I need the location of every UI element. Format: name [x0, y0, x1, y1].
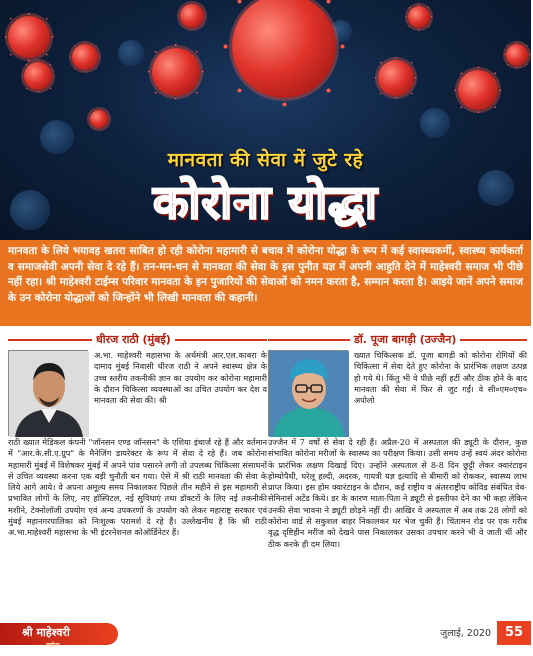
virus-icon: [408, 6, 430, 28]
portrait-image: [9, 351, 89, 437]
cell-icon: [118, 40, 144, 66]
virus-icon: [458, 70, 498, 110]
person-name: डॉ. पूजा बागड़ी (उज्जैन): [350, 332, 460, 347]
page-footer: [0, 619, 531, 649]
article-lead: अ.भा. माहेश्वरी महासभा के अर्थमंत्री आर.एल.काबरा के दामाद मुंबई निवासी धीरज राठी ने अपने स्वास्थ्य क्षेत्र के उच्च स्तरीय तकनीकी ज्ञान का उपयोग कर कोरोना महामारी के दौरान चिकित्सा व्यवस्थाओं का उचित उपयोग कर देश व मानवता की सेवा की। श्री: [94, 350, 267, 406]
person-photo: [268, 350, 348, 436]
virus-icon: [8, 16, 50, 58]
virus-icon: [180, 4, 204, 28]
article-body: उज्जैन में 7 वर्षों से सेवा दे रही हैं। अप्रैल-20 में अस्पताल की ड्यूटी के दौरान, कुछ संभावित कोरोना मरीजों के स्वास्थ्य का परीक्षण किया। उसी समय उन्हें स्वयं अंदर कोरोना के प्रारंभिक लक्षण दिखाई दिए। उन्होंने अस्पताल से 8-8 दिन छुट्टी लेकर क्वारंटाइन होम्योपैथी, घरेलू हल्दी, अदरक, गायत्री यज्ञ इत्यादि से बीमारी को रोककर, स्वास्थ्य लाभ प्राप्त किया। इस होम क्वारंटाइन के दौरान, कई राष्ट्रीय व अंतरराष्ट्रीय कोविड संबंधित वेब-सेमिनार्स अटेंड किये। डर के कारण माता-पिता ने ड्यूटी से इस्तीफा देने का भी कहा लेकिन उनकी सेवा भावना ने ड्यूटी छोड़ने नहीं दी। आखिर वे अस्पताल में अब तक 28 लोगों को कोरोना वार्ड से सकुशल बाहर निकालकर घर भेज चुकी हैं। चिंतामन रोड पर एक गरीब वृद्ध दृष्टिहीन मरीज को देखने पास निकालकर उसका उपचार करने भी वे जाती थीं और ठीक करके ही दम लिया।: [268, 437, 527, 549]
virus-icon: [90, 110, 108, 128]
brand-subtitle: टाईम्स: [46, 642, 60, 649]
cell-icon: [420, 108, 450, 138]
article-body: राठी ख्यात मेडिकल कंपनी "जॉनसन एण्ड जॉनसन" के एशिया इंचार्ज रहे हैं और वर्तमान में "आर.के.सी.ए.ग्रुप" के मैनेजिंग डायरेक्टर के रूप में सेवा दे रहे हैं। जब कोरोना महामारी मुंबई में विशेषकर मुंबई में अपने पांव पसारने लगी तो उपलब्ध चिकित्सा संसाधनों से उचित व्यवस्था करना एक बड़ी चुनौती बन गया। ऐसे में श्री राठी मानवता की सेवा के लिये आगे आये। वे अपना अमूल्य समय निकालकर पिछले तीन महीने से इस महामारी से प्रभावित लोगों के लिए, नए हॉस्पिटल, नई सुविधाएं तथा डॉक्टरों के लिए नई तकनीकी मशीने, टेक्नोलॉजी उपयोग एवं अन्य उपकरणों के उपयोग को लेकर महाराष्ट्र सरकार एवं मुंबई महानगरपालिका को निःशुल्क परामर्श दे रहे हैं। उल्लेखनीय है कि श्री राठी अ.भा.माहेश्वरी महासभा के भी इंटरनेशनल कोऑर्डिनेटर हैं।: [8, 437, 267, 538]
portrait-image: [269, 351, 349, 437]
page-number: 55: [497, 621, 531, 645]
intro-text: मानवता के लिये भयावह खतरा साबित हो रही कोरोना महामारी से बचाव में कोरोना योद्धा के रूप में कई स्वास्थ्यकर्मी, स्वास्थ्य कार्यकर्ता व समाजसेवी अपनी सेवा दे रहे हैं। तन-मन-धन से मानवता की सेवा के इस पुनीत यज्ञ में अपनी आहुति देने में माहेश्वरी समाज भी पीछे नहीं रहा। श्री माहेश्वरी टाईम्स परिवार मानवता के इन पुजारियों की सेवाओं को नमन करता है, सम्मान करता है। आइये जानें अपने समाज के उन कोरोना योद्धाओं को जिन्होंने भी लिखी मानवता की कहानी।: [8, 245, 523, 304]
virus-icon: [24, 62, 52, 90]
name-bar: [8, 332, 267, 347]
article-right: [268, 332, 527, 549]
virus-icon: [72, 44, 98, 70]
virus-icon: [152, 48, 200, 96]
brand-name: श्री माहेश्वरी: [22, 626, 70, 639]
issue-month: जुलाई, 2020: [440, 628, 491, 639]
virus-icon: [378, 60, 414, 96]
virus-icon: [506, 44, 528, 66]
virus-icon: [232, 0, 336, 98]
article-lead: ख्यात चिकित्सक डॉ. पूजा बागड़ी को कोरोना रोगियों की चिकित्सा में सेवा देते हुए कोरोना के प्रारंभिक लक्षण उत्पन्न हो गये थे। किंतु भी वे पीछे नहीं हटीं और ठीक होने के बाद मानवता की सेवा में फिर से जुट गईं। वे सी०एम०एच० अपोलो: [354, 350, 527, 406]
banner-title: कोरोना योद्धा: [153, 175, 378, 229]
person-photo: [8, 350, 88, 436]
person-name: धीरज राठी (मुंबई): [92, 332, 175, 347]
name-bar: [268, 332, 527, 347]
article-left: [8, 332, 267, 538]
brand-logo: [0, 623, 118, 649]
header-banner: [0, 0, 531, 240]
intro-block: [0, 240, 531, 326]
banner-subtitle: मानवता की सेवा में जुटे रहे: [167, 149, 364, 171]
